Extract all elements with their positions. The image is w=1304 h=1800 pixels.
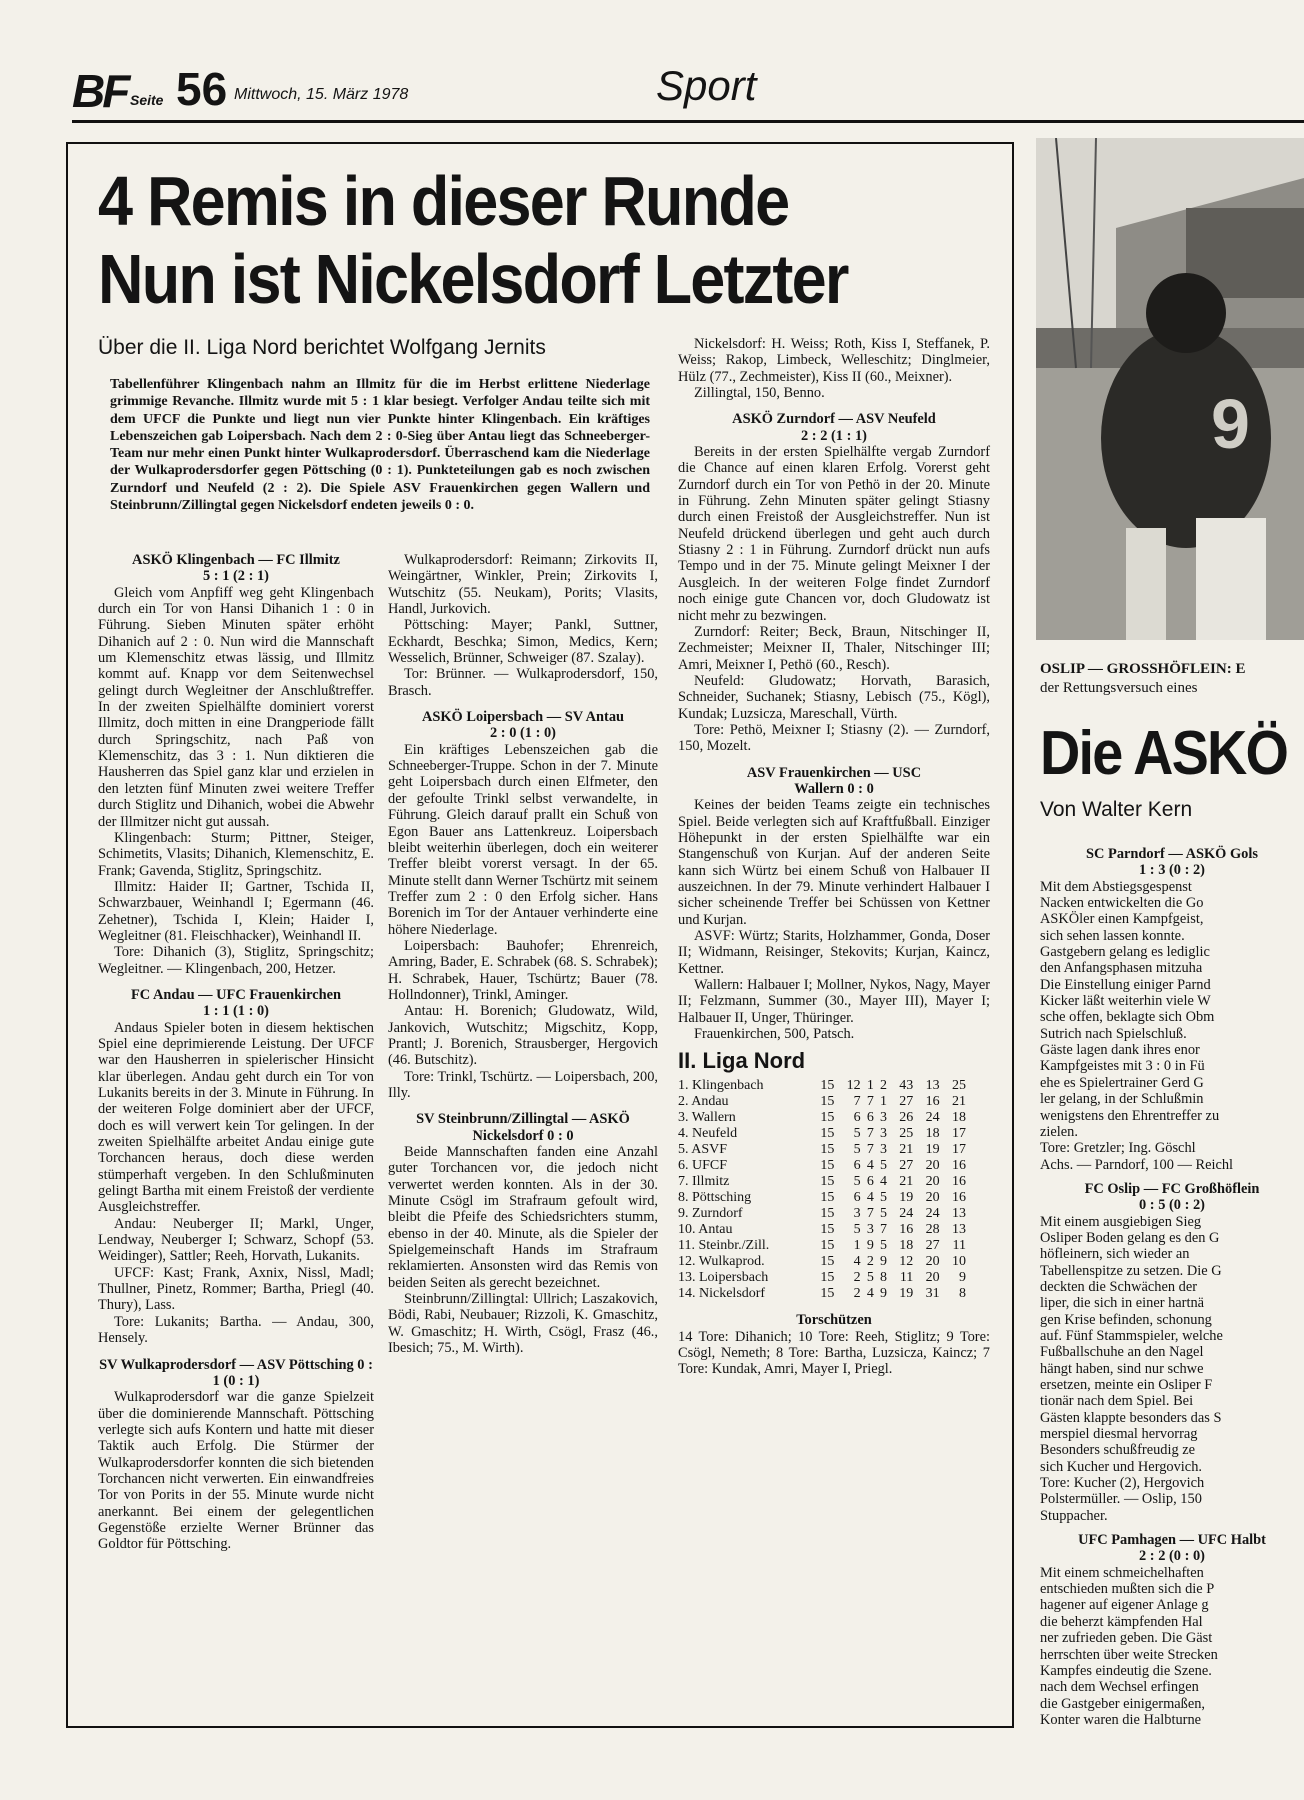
side-text-line: ler gelang, in der Schlußmin <box>1040 1091 1204 1108</box>
side-text-line: Kicker läßt weiterhin viele W <box>1040 993 1211 1010</box>
stat-cell: 8 <box>879 1270 887 1286</box>
side-text-line: hängt haben, sind nur schwe <box>1040 1360 1204 1377</box>
stat-cell: 6 <box>866 1174 874 1190</box>
match-title: SV Steinbrunn/Zillingtal — ASKÖ Nickelsdorf 0 : 0 <box>416 1111 630 1144</box>
lineup: Steinbrunn/Zillingtal: Ullrich; Laszakovich, Bödi, Rabi, Neubauer; Rizzoli, K. Gmaschitz, W. Gmaschitz; H. Wirth, Csögl, Frasz (46., Ibesich; 75., M. Wirth). <box>388 1291 658 1357</box>
stat-cell: 15 <box>820 1238 835 1254</box>
side-text-line: Mit einem schmeichelhaften <box>1040 1564 1204 1581</box>
headline-line-1: 4 Remis in dieser Runde <box>98 162 789 240</box>
side-text-line: gen Krise befinden, schonung <box>1040 1311 1212 1328</box>
side-text-line: Tore: Kucher (2), Hergovich <box>1040 1475 1205 1492</box>
lineup: Klingenbach: Sturm; Pittner, Steiger, Schimetits, Vlasits; Dihanich, Klemenschitz, E. Frank; Gavenda, Stiglitz, Springschitz. <box>98 829 374 879</box>
side-text-line: Besonders schußfreudig ze <box>1040 1442 1196 1459</box>
stat-cell: 3 <box>879 1142 887 1158</box>
match-goals: Tore: Dihanich (3), Stiglitz, Springschitz; Wegleitner. — Klingenbach, 200, Hetzer. <box>98 944 374 977</box>
stat-cell: 6 <box>853 1190 861 1206</box>
stat-cell: 3 <box>879 1110 887 1126</box>
team-name: 7. Illmitz <box>678 1174 730 1190</box>
standings-title: II. Liga Nord <box>678 1048 806 1074</box>
side-match-heading: UFC Pamhagen — UFC Halbt <box>1078 1532 1266 1549</box>
side-match-heading: 1 : 3 (0 : 2) <box>1139 862 1205 879</box>
jersey-number: 9 <box>1211 385 1250 463</box>
stat-cell: 20 <box>925 1174 940 1190</box>
stat-cell: 15 <box>820 1142 835 1158</box>
side-text-line: Kampfes eindeutig die Szene. <box>1040 1662 1212 1679</box>
standings-row <box>678 1222 966 1238</box>
match-title: FC Andau — UFC Frauenkirchen <box>130 986 342 1003</box>
match-title: ASKÖ Zurndorf — ASV Neufeld <box>732 411 936 428</box>
stat-cell: 18 <box>952 1110 966 1126</box>
stat-cell: 4 <box>866 1286 874 1302</box>
stat-cell: 20 <box>925 1190 940 1206</box>
stat-cell: 4 <box>866 1190 874 1206</box>
match-score: 2 : 2 (1 : 1) <box>801 427 867 444</box>
side-text-line: Kampfgeistes mit 3 : 0 in Fü <box>1040 1058 1205 1075</box>
stat-cell: 12 <box>846 1078 861 1094</box>
stat-cell: 8 <box>959 1286 966 1302</box>
stat-cell: 3 <box>866 1222 874 1238</box>
stat-cell: 20 <box>925 1270 940 1286</box>
team-name: 1. Klingenbach <box>678 1078 764 1094</box>
side-text-line: zielen. <box>1040 1123 1078 1140</box>
stat-cell: 2 <box>853 1270 861 1286</box>
stat-cell: 5 <box>879 1206 887 1222</box>
standings-row <box>678 1254 966 1270</box>
team-name: 10. Antau <box>678 1222 733 1238</box>
stat-cell: 19 <box>899 1190 914 1206</box>
stat-cell: 15 <box>820 1190 835 1206</box>
stat-cell: 5 <box>879 1238 887 1254</box>
side-byline: Von Walter Kern <box>1040 798 1193 821</box>
issue-date: Mittwoch, 15. März 1978 <box>234 86 409 103</box>
match-report: Beide Mannschaften fanden eine Anzahl guter Torchancen vor, die jedoch nicht verwertet werden konnten. Als in der 30. Minute Csögl im Strafraum gefoult wird, bleibt die Pfeife des Schiedsrichters stumm, ebenso in der 40. Minute, als die Spieler der Spielgemeinschaft Hands im Strafraum reklamierten. Ansonsten wird das Remis von beiden Seiten als gerecht bezeichnet. <box>388 1144 658 1291</box>
stat-cell: 2 <box>879 1078 887 1094</box>
stat-cell: 5 <box>853 1222 861 1238</box>
side-match-heading: FC Oslip — FC Großhöflein <box>1084 1180 1260 1197</box>
stat-cell: 18 <box>925 1126 940 1142</box>
headline-line-2: Nun ist Nickelsdorf Letzter <box>98 240 848 318</box>
side-text-line: wenigstens den Ehrentreffer zu <box>1040 1107 1220 1124</box>
stat-cell: 9 <box>879 1286 887 1302</box>
side-text-line: Sutrich nach Spielschluß. <box>1040 1025 1187 1042</box>
stat-cell: 15 <box>820 1254 835 1270</box>
match-report: Keines der beiden Teams zeigte ein technisches Spiel. Beide verlegten sich auf Kraftfußball. Einziger Höhepunkt in der ersten Spielhälfte war ein Stangenschuß von Kurjan. Auf der anderen Seite kann sich Würtz bei einem Schuß von Halbauer II auszeichnen. In der 79. Minute verhindert Halbauer I sicher scheinende Treffer bei Schüssen von Kettner und Kurjan. <box>678 797 990 928</box>
stat-cell: 6 <box>853 1110 861 1126</box>
standings-row <box>678 1286 966 1302</box>
brand-logo: BF <box>72 65 128 117</box>
stat-cell: 15 <box>820 1222 835 1238</box>
side-text-line: auf. Fünf Stammspieler, welche <box>1040 1327 1223 1344</box>
side-text-line: Tore: Gretzler; Ing. Göschl <box>1040 1140 1196 1157</box>
stat-cell: 7 <box>866 1142 874 1158</box>
stat-cell: 5 <box>866 1270 874 1286</box>
team-name: 2. Andau <box>678 1094 729 1110</box>
match-goals: Tore: Pethö, Meixner I; Stiasny (2). — Zurndorf, 150, Mozelt. <box>678 721 990 755</box>
side-text-line: Stuppacher. <box>1040 1507 1108 1524</box>
scorers-text: 14 Tore: Dihanich; 10 Tore: Reeh, Stiglitz; 9 Tore: Csögl, Nemeth; 8 Tore: Bartha, Luzsicza, Kaincz; 7 Tore: Kundak, Amri, Mayer I, Priegl. <box>678 1328 990 1378</box>
standings-row <box>678 1158 966 1174</box>
match-title: ASKÖ Loipersbach — SV Antau <box>421 709 625 726</box>
side-text-line: Achs. — Parndorf, 100 — Reichl <box>1040 1156 1234 1173</box>
standings-table <box>678 1078 966 1302</box>
stat-cell: 10 <box>952 1254 966 1270</box>
team-name: 9. Zurndorf <box>678 1206 743 1222</box>
match-report: Gleich vom Anpfiff weg geht Klingenbach durch ein Tor von Hansi Dihanich 1 : 0 in Führung. Sieben Minuten später erhöht Dihanich auf 2 : 0. Nun wird die Mannschaft um Klemenschitz etwas lässig, und Illmitz kommt auf. Knapp vor dem Seitenwechsel gelingt durch Wegleitner der Anschlußtreffer. In der zweiten Spielhälfte dominiert vorerst Illmitz, doch mitten in eine Drangperiode fällt durch Springschitz, nach Paß von Klemenschitz, das 3 : 1. Nun diktieren die Hausherren das Spiel ganz klar und erzielen in den letzten fünf Minuten zwei weitere Treffer durch Stiglitz und Dihanich, wobei die Abwehr der Illmitzer nicht gut aussah. <box>98 584 374 830</box>
stat-cell: 5 <box>853 1142 861 1158</box>
standings-row <box>678 1126 966 1142</box>
stat-cell: 15 <box>820 1174 835 1190</box>
stat-cell: 7 <box>866 1094 874 1110</box>
team-name: 14. Nickelsdorf <box>678 1286 766 1302</box>
stat-cell: 31 <box>925 1286 940 1302</box>
side-text-line: Mit dem Abstiegsgespenst <box>1040 878 1192 895</box>
team-name: 12. Wulkaprod. <box>678 1254 765 1270</box>
stat-cell: 15 <box>820 1094 835 1110</box>
caption-line-1: OSLIP — GROSSHÖFLEIN: E <box>1040 661 1246 677</box>
stat-cell: 24 <box>925 1206 940 1222</box>
lineup: Neufeld: Gludowatz; Horvath, Barasich, Schneider, Suchanek; Stiasny, Lebisch (75., Kögl), Kundak; Luzsicza, Mareschall, Vürth. <box>678 672 990 722</box>
stat-cell: 16 <box>952 1174 966 1190</box>
stat-cell: 6 <box>853 1158 861 1174</box>
stat-cell: 16 <box>899 1222 914 1238</box>
team-name: 8. Pöttsching <box>678 1190 752 1206</box>
side-text-line: merspiel diesmal hervorrag <box>1040 1426 1198 1443</box>
side-text-line: Gästen klappte besonders das S <box>1040 1409 1222 1426</box>
photo-illustration <box>1036 138 1304 640</box>
side-text-line: sich Kucher und Hergovich. <box>1040 1458 1202 1475</box>
scorers-title: Torschützen <box>796 1312 872 1329</box>
stat-cell: 17 <box>952 1142 966 1158</box>
seite-label: Seite <box>130 92 164 108</box>
match-goals: Tor: Brünner. — Wulkaprodersdorf, 150, Brasch. <box>388 666 658 699</box>
stat-cell: 12 <box>899 1254 914 1270</box>
stat-cell: 15 <box>820 1110 835 1126</box>
section-title: Sport <box>656 62 757 109</box>
stat-cell: 9 <box>866 1238 874 1254</box>
side-column <box>1040 838 1304 1738</box>
stat-cell: 5 <box>853 1174 861 1190</box>
stat-cell: 15 <box>820 1286 835 1302</box>
team-name: 5. ASVF <box>678 1142 728 1158</box>
stat-cell: 3 <box>879 1126 887 1142</box>
standings-row <box>678 1206 966 1222</box>
caption-line-2: der Rettungsversuch eines <box>1040 680 1198 696</box>
standings-row <box>678 1238 966 1254</box>
stat-cell: 16 <box>952 1190 966 1206</box>
match-title: SV Wulkaprodersdorf — ASV Pöttsching 0 : 1 (0 : 1) <box>99 1356 373 1389</box>
stat-cell: 16 <box>925 1094 940 1110</box>
intro-paragraph: Tabellenführer Klingenbach nahm an Illmitz für die im Herbst erlittene Niederlage grimmige Revanche. Illmitz wurde mit 5 : 1 klar besiegt. Verfolger Andau teilte sich mit dem UFCF die Punkte und liegt nun vier Punkte hinter Klingenbach. Ein kräftiges Lebenszeichen gab Loipersbach. Nach dem 2 : 0-Sieg über Antau liegt das Schneeberger-Team nur mehr einen Punkt hinter Wulkaprodersdorf. Überraschend kam die Niederlage der Wulkaprodersdorfer gegen Pöttsching (0 : 1). Punkteteilungen gab es noch zwischen Zurndorf und Neufeld (2 : 2). Die Spiele ASV Frauenkirchen gegen Wallern und Steinbrunn/Zillingtal gegen Nickelsdorf endeten jeweils 0 : 0. <box>110 377 650 514</box>
side-text-line: sich sehen lassen konnte. <box>1040 927 1185 944</box>
stat-cell: 19 <box>925 1142 940 1158</box>
match-goals: Tore: Trinkl, Tschürtz. — Loipersbach, 200, Illy. <box>388 1068 658 1101</box>
side-text-line: die Gastgeber einigermaßen, <box>1040 1695 1206 1712</box>
stat-cell: 25 <box>952 1078 966 1094</box>
lineup: Loipersbach: Bauhofer; Ehrenreich, Amring, Bader, E. Schrabek (68. S. Schrabek); H. Schrabek, Hauer, Tschürtz; Bauer (78. Hollndonner), Trinkl, Aminger. <box>388 937 658 1003</box>
side-text-line: Gastgebern gelang es lediglic <box>1040 944 1210 961</box>
lineup: Nickelsdorf: H. Weiss; Roth, Kiss I, Steffanek, P. Weiss; Rakop, Limbeck, Welleschitz; Dinglmeier, Hülz (77., Zechmeister), Kiss II (60., Meixner). <box>678 336 990 385</box>
stat-cell: 7 <box>866 1206 874 1222</box>
stat-cell: 1 <box>853 1238 861 1254</box>
side-text-line: Gäste lagen dank ihres enor <box>1040 1042 1200 1059</box>
stat-cell: 9 <box>959 1270 966 1286</box>
match-report: Andaus Spieler boten in diesem hektischen Spiel eine deprimierende Leistung. Der UFCF war den Hausherren in spielerischer Hinsicht klar überlegen. Andau geht durch ein Tor von Lukanits bereits in der 3. Minute in Führung. In der weiteren Folge dominiert aber der UFCF, doch es will verwert kein Tor gelingen. In der zweiten Spielhälfte arbeitet Andau einige gute Torchancen heraus, doch diese werden stümperhaft vergeben. In den Schlußminuten gelingt Bartha mit einem Freistoß der verdiente Ausgleichstreffer. <box>98 1019 374 1216</box>
side-text-line: ner zufrieden geben. Die Gäst <box>1040 1630 1213 1647</box>
standings-row <box>678 1094 966 1110</box>
stat-cell: 21 <box>952 1094 966 1110</box>
column-3 <box>678 336 990 1378</box>
stat-cell: 3 <box>853 1206 861 1222</box>
side-text-line: höfleinern, sich wieder an <box>1040 1246 1190 1263</box>
stat-cell: 27 <box>925 1238 940 1254</box>
match-report: Wulkaprodersdorf war die ganze Spielzeit über die dominierende Mannschaft. Pöttsching verlegte sich aufs Kontern und hatte mit dieser Taktik auch Erfolg. Die Stürmer der Wulkaprodersdorfer konnten die sich bietenden Torchancen nicht verwerten. Ein einwandfreies Tor von Porits in der 55. Minute wurde nicht anerkannt. Bei einem der gelegentlichen Gegenstöße erzielte Werner Brünner das Goldtor für Pöttsching. <box>98 1389 374 1553</box>
byline: Über die II. Liga Nord berichtet Wolfgang Jernits <box>98 336 546 359</box>
lineup: Andau: Neuberger II; Markl, Unger, Lendway, Neuberger I; Schwarz, Schopf (53. Weidinger), Sattler; Reeh, Horvath, Lukanits. <box>98 1215 374 1265</box>
lineup: UFCF: Kast; Frank, Axnix, Nissl, Madl; Thullner, Pinetz, Rommer; Bartha, Priegl (40. Thury), Lass. <box>98 1264 374 1314</box>
side-text-line: Konter waren die Halbturne <box>1040 1711 1202 1728</box>
stat-cell: 27 <box>899 1094 914 1110</box>
match-goals: Tore: Lukanits; Bartha. — Andau, 300, Hensely. <box>98 1313 374 1347</box>
side-text-line: sche offen, beklagte sich Obm <box>1040 1009 1215 1026</box>
stat-cell: 5 <box>879 1158 887 1174</box>
side-headline: Die ASKÖ <box>1040 719 1288 788</box>
stat-cell: 43 <box>899 1078 914 1094</box>
page-number: 56 <box>176 63 228 115</box>
standings-row <box>678 1142 966 1158</box>
stat-cell: 7 <box>866 1126 874 1142</box>
stat-cell: 15 <box>820 1126 835 1142</box>
column-2 <box>388 552 658 1357</box>
stat-cell: 6 <box>866 1110 874 1126</box>
stat-cell: 4 <box>853 1254 861 1270</box>
side-text-line: herrschten über weite Strecken <box>1040 1646 1218 1663</box>
lineup: Pöttsching: Mayer; Pankl, Suttner, Eckhardt, Beschka; Simon, Medics, Kern; Wesselich, Brünner, Schweiger (87. Szalay). <box>388 617 658 667</box>
team-name: 11. Steinbr./Zill. <box>678 1238 770 1254</box>
stat-cell: 13 <box>952 1206 966 1222</box>
match-score: 5 : 1 (2 : 1) <box>203 568 269 585</box>
match-report: Bereits in der ersten Spielhälfte vergab Zurndorf die Chance auf einen klaren Erfolg. Vorerst geht Zurndorf durch ein Tor von Pethö in der 20. Minute in Führung. Zehn Minuten später gelingt Stiasny durch einen Freistoß der Ausgleichstreffer. Nun ist Neufeld drückend überlegen und geht auch durch Stiasny 2 : 1 in Führung. Zurndorf drückt nun aufs Tempo und in der 75. Minute gelingt Meixner I der Ausgleich. In der weiteren Folge findet Zurndorf noch einige gute Chancen vor, doch Gludowatz ist nicht mehr zu bezwingen. <box>678 444 990 624</box>
side-text-line: nach dem Wechsel erfingen <box>1040 1679 1199 1696</box>
stat-cell: 15 <box>820 1078 835 1094</box>
stat-cell: 26 <box>899 1110 914 1126</box>
side-text-line: tionär nach dem Spiel. Bei <box>1040 1393 1194 1410</box>
match-score: 2 : 0 (1 : 0) <box>490 725 556 742</box>
side-text-line: ehe es Spielertrainer Gerd G <box>1040 1074 1204 1091</box>
stat-cell: 7 <box>879 1222 887 1238</box>
match-title: ASKÖ Klingenbach — FC Illmitz <box>132 552 340 568</box>
side-text-line: hagener auf eigener Anlage g <box>1040 1597 1209 1614</box>
stat-cell: 27 <box>899 1158 914 1174</box>
side-match-heading: 2 : 2 (0 : 0) <box>1139 1548 1205 1565</box>
stat-cell: 5 <box>853 1126 861 1142</box>
stat-cell: 24 <box>899 1206 914 1222</box>
stat-cell: 28 <box>925 1222 940 1238</box>
side-text-line: liper, die sich in einer hartnä <box>1040 1295 1205 1312</box>
team-name: 6. UFCF <box>678 1158 728 1174</box>
stat-cell: 11 <box>952 1238 966 1254</box>
side-text-line: deckten die Schwächen der <box>1040 1278 1198 1295</box>
standings-row <box>678 1190 966 1206</box>
photo-caption <box>1040 660 1304 698</box>
standings-row <box>678 1174 966 1190</box>
masthead <box>72 62 1304 123</box>
side-text-line: Tabellenspitze zu setzen. Die G <box>1040 1262 1222 1279</box>
stat-cell: 19 <box>899 1286 914 1302</box>
team-name: 13. Loipersbach <box>678 1270 769 1286</box>
lineup: Antau: H. Borenich; Gludowatz, Wild, Jankovich, Wutschitz; Migschitz, Kopp, Prantl; J. Borenich, Strausberger, Hergovich (46. Butschitz). <box>388 1003 658 1069</box>
standings-row <box>678 1110 966 1126</box>
stat-cell: 16 <box>952 1158 966 1174</box>
stat-cell: 15 <box>820 1206 835 1222</box>
stat-cell: 13 <box>952 1222 966 1238</box>
lineup: Zurndorf: Reiter; Beck, Braun, Nitschinger II, Zechmeister; Meixner II, Thaler, Nitschinger III; Amri, Meixner I, Pethö (60., Resch). <box>678 623 990 673</box>
side-text-line: Osliper Boden gelang es den G <box>1040 1229 1220 1246</box>
stat-cell: 5 <box>879 1190 887 1206</box>
stat-cell: 21 <box>899 1142 914 1158</box>
side-text-line: Fußballschuhe an den Nagel <box>1040 1344 1204 1361</box>
side-text-line: ASKÖler einen Kampfgeist, <box>1040 911 1204 928</box>
side-text-line: Polstermüller. — Oslip, 150 <box>1040 1491 1202 1508</box>
side-text-line: Die Einstellung einiger Parnd <box>1040 976 1211 993</box>
match-score: 1 : 1 (1 : 0) <box>203 1003 269 1020</box>
side-match-heading: SC Parndorf — ASKÖ Gols <box>1086 846 1258 862</box>
match-score: Wallern 0 : 0 <box>794 780 874 797</box>
side-match-heading: 0 : 5 (0 : 2) <box>1139 1197 1205 1214</box>
stat-cell: 4 <box>866 1158 874 1174</box>
stat-cell: 18 <box>899 1238 914 1254</box>
stat-cell: 13 <box>925 1078 940 1094</box>
stat-cell: 15 <box>820 1270 835 1286</box>
match-report: Ein kräftiges Lebenszeichen gab die Schneeberger-Truppe. Schon in der 7. Minute geht Loipersbach durch einen Elfmeter, den der gefoulte Trinkl selbst verwandelte, in Führung. Gleich darauf prallt ein Schuß von Egon Bauer ans Lattenkreuz. Loipersbach bleibt weiterhin überlegen, doch ein weiterer Treffer bleibt vorerst versagt. In der 65. Minute stellt dann Werner Tschürtz mit seinem Treffer zum 2 : 0 den Erfolg sicher. Hans Borenich im Tor der Antauer verhinderte eine höhere Niederlage. <box>388 741 658 938</box>
lineup: Illmitz: Haider II; Gartner, Tschida II, Schwarzbauer, Weinhandl I; Egermann (46. Zehetner), Tschida I, Klein; Haider I, Wegleitner (81. Fleischhacker), Weinhandl II. <box>98 878 374 944</box>
side-text-line: Nacken entwickelten die Go <box>1040 895 1204 912</box>
main-article <box>66 142 1014 1728</box>
stat-cell: 1 <box>866 1078 874 1094</box>
stat-cell: 20 <box>925 1254 940 1270</box>
column-1 <box>98 552 374 1553</box>
stat-cell: 15 <box>820 1158 835 1174</box>
match-photo <box>1036 138 1304 640</box>
stat-cell: 17 <box>952 1126 966 1142</box>
stat-cell: 1 <box>879 1094 887 1110</box>
stat-cell: 4 <box>879 1174 887 1190</box>
stat-cell: 24 <box>925 1110 940 1126</box>
stat-cell: 9 <box>879 1254 887 1270</box>
stat-cell: 7 <box>853 1094 861 1110</box>
side-text-line: den Anfangsphasen mitzuha <box>1040 960 1203 977</box>
side-text-line: Mit einem ausgiebigen Sieg <box>1040 1213 1202 1230</box>
match-title: ASV Frauenkirchen — USC <box>746 764 922 781</box>
match-goals: Frauenkirchen, 500, Patsch. <box>694 1026 855 1043</box>
team-name: 3. Wallern <box>678 1110 736 1126</box>
lineup: Wulkaprodersdorf: Reimann; Zirkovits II, Weingärtner, Winkler, Prein; Zirkovits I, Wutschitz (55. Neukam), Porits; Vlasits, Handl, Jurkovich. <box>388 552 658 618</box>
standings-row <box>678 1078 966 1094</box>
side-text-line: ersetzen, meinte ein Osliper F <box>1040 1377 1213 1393</box>
standings-row <box>678 1270 966 1286</box>
side-text-line: entschieden mußten sich die P <box>1040 1581 1215 1598</box>
stat-cell: 2 <box>866 1254 874 1270</box>
stat-cell: 25 <box>899 1126 914 1142</box>
side-text-line: die beherzt kämpfenden Hal <box>1040 1613 1203 1630</box>
match-goals: Zillingtal, 150, Benno. <box>694 385 825 402</box>
lineup: ASVF: Würtz; Starits, Holzhammer, Gonda, Doser II; Widmann, Reisinger, Stekovits; Kurjan, Kaincz, Kettner. <box>678 928 990 977</box>
stat-cell: 20 <box>925 1158 940 1174</box>
team-name: 4. Neufeld <box>678 1126 738 1142</box>
stat-cell: 21 <box>899 1174 914 1190</box>
stat-cell: 2 <box>853 1286 861 1302</box>
stat-cell: 11 <box>899 1270 914 1286</box>
lineup: Wallern: Halbauer I; Mollner, Nykos, Nagy, Mayer II; Felzmann, Summer (30., Mayer III), Mayer I; Halbauer II, Unger, Thüringer. <box>678 977 990 1026</box>
